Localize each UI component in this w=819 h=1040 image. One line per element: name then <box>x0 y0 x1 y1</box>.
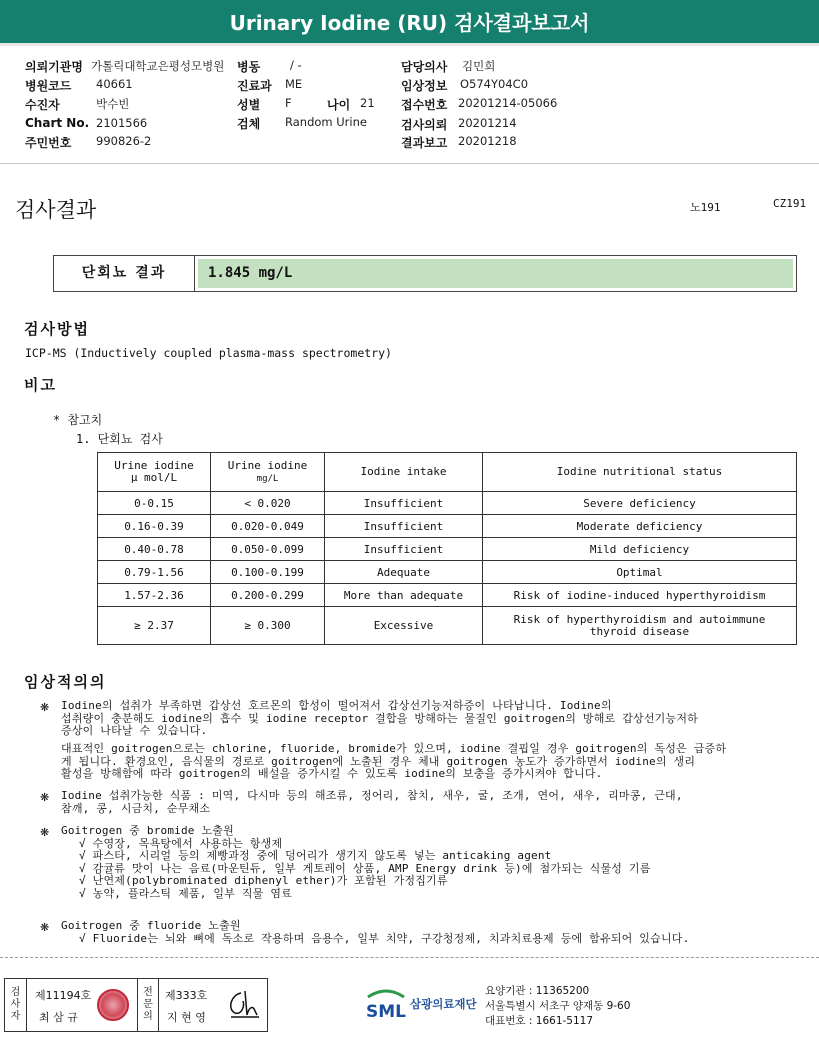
specimen-value: Random Urine <box>285 115 367 129</box>
specialist-license-no: 제333호 <box>165 989 208 1002</box>
request-value: 20201214 <box>458 116 517 130</box>
org-name: 삼광의료재단 <box>410 997 477 1011</box>
clinical-paragraph-1: Iodine의 섭취가 부족하면 갑상선 호르몬의 합성이 떨어져서 갑상선기능저하증이 나타납니다. Iodine의 섭취량이 충분해도 iodine의 흡수 및 iodine receptor 결합을 방해하는 물질인 goitrogen의 방해로 갑상선기능저하 증상이 나타날 수 있습니다. <box>61 699 698 737</box>
chart-no-label: Chart No. <box>25 116 90 130</box>
ward-label: 병동 <box>237 60 261 74</box>
header-mgl: Urine iodine mg/L <box>211 453 325 492</box>
doctor-label: 담당의사 <box>401 60 448 74</box>
method-title: 검사방법 <box>24 320 90 338</box>
page-cut-divider <box>0 957 819 967</box>
header-umol: Urine iodine μ mol/L <box>98 453 211 492</box>
signature-icon <box>223 987 263 1023</box>
table-row: 0.16-0.39 0.020-0.049 Insufficient Moderate deficiency <box>98 515 797 538</box>
bullet-icon: ❋ <box>40 921 50 934</box>
sml-logo-icon <box>364 987 408 1023</box>
reference-table <box>97 452 797 645</box>
doctor-value: 김민희 <box>462 59 496 73</box>
table-row: ≥ 2.37 ≥ 0.300 Excessive Risk of hyperthyroidism and autoimmune thyroid disease <box>98 607 797 645</box>
bullet-icon: ❋ <box>40 826 50 839</box>
hospital-code-label: 병원코드 <box>25 79 72 93</box>
age-value: 21 <box>360 96 375 110</box>
bullet-icon: ❋ <box>40 791 50 804</box>
fluoride-section: Goitrogen 중 fluoride 노출원 √ Fluoride는 뇌와 뼈에 독소로 작용하며 음용수, 일부 치약, 구강청정제, 치과치료용제 등에 함유되어 있습니다. <box>61 919 690 945</box>
patient-label: 수진자 <box>25 98 60 112</box>
clinical-title: 임상적의의 <box>24 673 107 691</box>
specialist-name: 지 현 영 <box>167 1011 206 1024</box>
header-status: Iodine nutritional status <box>483 453 797 492</box>
result-box <box>53 255 797 292</box>
request-label: 검사의뢰 <box>401 118 448 132</box>
receipt-label: 접수번호 <box>401 98 448 112</box>
age-label: 나이 <box>327 98 351 112</box>
remarks-title: 비고 <box>24 376 57 394</box>
dept-label: 진료과 <box>237 79 272 93</box>
chart-no-value: 2101566 <box>96 116 148 130</box>
hospital-code-value: 40661 <box>96 77 133 91</box>
sex-label: 성별 <box>237 98 261 112</box>
result-value: 1.845 mg/L <box>198 259 793 288</box>
report-date-value: 20201218 <box>458 134 517 148</box>
ward-value: / - <box>290 58 302 72</box>
result-code-2: CZ191 <box>773 197 807 210</box>
receipt-value: 20201214-05066 <box>458 96 558 110</box>
institution-label: 의뢰기관명 <box>25 60 83 74</box>
reference-subtitle: 1. 단회뇨 검사 <box>76 432 163 446</box>
tester-license-no: 제11194호 <box>35 989 92 1002</box>
table-row: 1.57-2.36 0.200-0.299 More than adequate Risk of iodine-induced hyperthyroidism <box>98 584 797 607</box>
clinical-info-label: 임상정보 <box>401 79 448 93</box>
result-label: 단회뇨 결과 <box>54 256 195 291</box>
clinical-paragraph-2: 대표적인 goitrogen으로는 chlorine, fluoride, bromide가 있으며, iodine 결핍일 경우 goitrogen의 독성은 급증하 게 됩니다. 환경요인, 음식물의 경로로 goitrogen에 노출된 경우 체내 goitrogen 농도가 증가하면서 iodine의 생리 활성을 방해함에 따라 goitrogen의 배설을 증가시킬 수 있도록 iodine의 보충을 증가시켜야 합니다. <box>61 742 727 780</box>
report-date-label: 결과보고 <box>401 136 448 150</box>
id-value: 990826-2 <box>96 134 152 148</box>
divider <box>0 163 819 164</box>
specialist-role-label: 전 문 의 <box>137 979 159 1031</box>
signature-box <box>4 978 268 1032</box>
result-code-1: 노191 <box>690 201 721 214</box>
org-contact: 요양기관 : 11365200 서울특별시 서초구 양재동 9-60 대표번호 : 1661-5117 <box>485 985 631 1027</box>
results-title: 검사결과 <box>15 198 97 222</box>
institution-value: 가톨릭대학교은평성모병원 <box>91 59 225 73</box>
tester-role-label: 검 사 자 <box>5 979 27 1031</box>
seal-stamp-icon <box>97 989 129 1021</box>
clinical-info-value: O574Y04C0 <box>460 77 529 91</box>
report-header: Urinary Iodine (RU) 검사결과보고서 <box>0 0 819 46</box>
bullet-icon: ❋ <box>40 701 50 714</box>
dept-value: ME <box>285 77 303 91</box>
reference-title: * 참고치 <box>53 413 103 427</box>
bromide-section: Goitrogen 중 bromide 노출원 √ 수영장, 목욕탕에서 사용하는 항생제 √ 파스타, 시리얼 등의 제빵과정 중에 덩어리가 생기지 않도록 넣는 anticaking agent √ 감귤류 맛이 나는 음료(마운틴듀, 일부 게토레이 상품, AMP Energy drink 등)에 첨가되는 식물성 기름 √ 난연제(polybrominated diphenyl ether)가 포함된 가정집기류 √ 농약, 플라스틱 제품, 일부 직물 염료 <box>61 824 651 900</box>
sex-value: F <box>285 96 292 110</box>
table-row: 0-0.15 < 0.020 Insufficient Severe deficiency <box>98 492 797 515</box>
svg-text:SML: SML <box>366 1002 406 1022</box>
header-intake: Iodine intake <box>325 453 483 492</box>
patient-value: 박수빈 <box>96 97 130 111</box>
tester-name: 최 삼 규 <box>39 1011 78 1024</box>
id-label: 주민번호 <box>25 136 72 150</box>
specimen-label: 검체 <box>237 117 261 131</box>
clinical-paragraph-3: Iodine 섭취가능한 식품 : 미역, 다시마 등의 해조류, 정어리, 참치, 새우, 굴, 조개, 연어, 새우, 리마콩, 근대, 참깨, 콩, 시금치, 순무채소 <box>61 789 683 815</box>
table-row: 0.40-0.78 0.050-0.099 Insufficient Mild deficiency <box>98 538 797 561</box>
table-row: 0.79-1.56 0.100-0.199 Adequate Optimal <box>98 561 797 584</box>
method-text: ICP-MS (Inductively coupled plasma-mass spectrometry) <box>25 346 392 360</box>
